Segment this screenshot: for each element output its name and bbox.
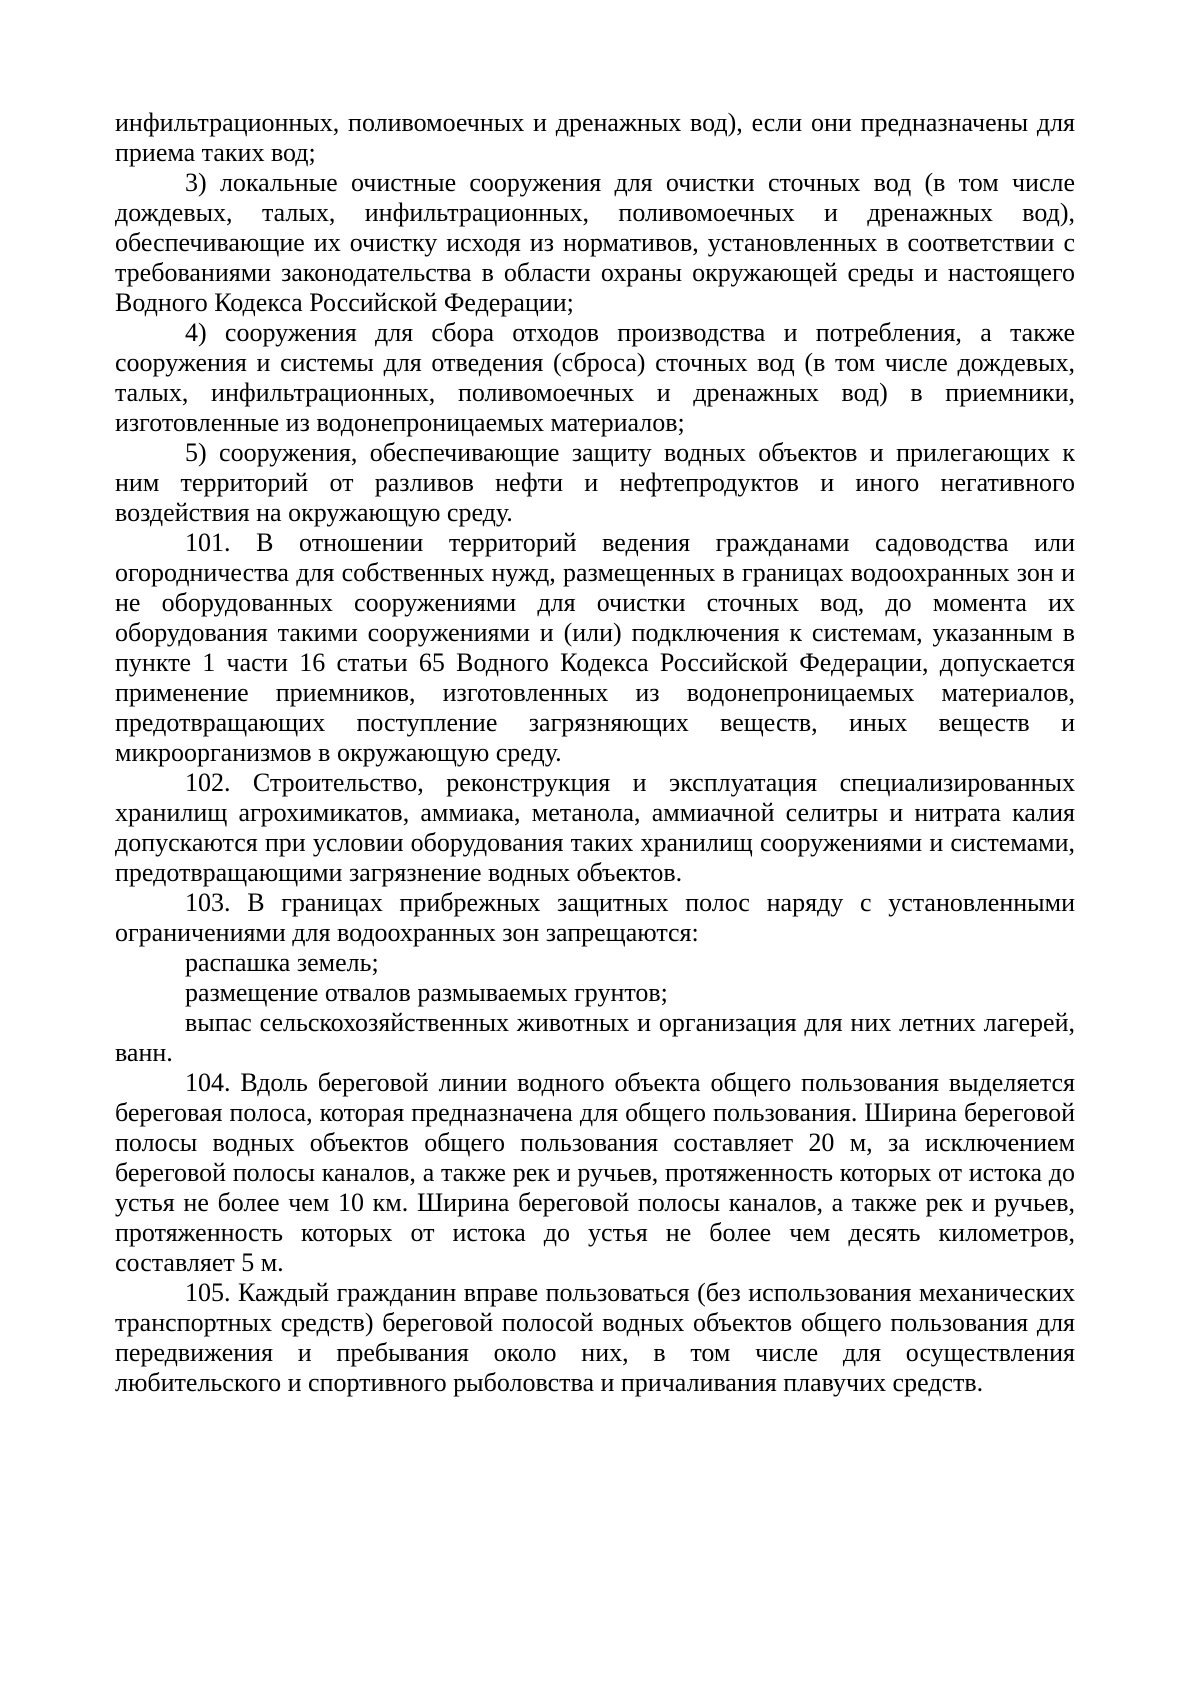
paragraph-103-item-2: размещение отвалов размываемых грунтов; bbox=[185, 978, 668, 1007]
paragraph-103-item-1: распашка земель; bbox=[185, 948, 379, 977]
paragraph-item-3: 3) локальные очистные сооружения для очистки сточных вод (в том числе дождевых, талых, инфильтрационных, поливомоечных и дренажных вод), обеспечивающие их очистку исходя из нормативов, установленных в соответствии с требованиями законодательства в области охраны окружающей среды и настоящего Водного Кодекса Российской Федерации; bbox=[115, 168, 1075, 317]
paragraph-103-item-3: выпас сельскохозяйственных животных и организация для них летних лагерей, ванн. bbox=[115, 1008, 1075, 1067]
paragraph-104: 104. Вдоль береговой линии водного объекта общего пользования выделяется береговая полоса, которая предназначена для общего пользования. Ширина береговой полосы водных объектов общего пользования составляет 20 м, за исключением береговой полосы каналов, а также рек и ручьев, протяженность которых от истока до устья не более чем 10 км. Ширина береговой полосы каналов, а также рек и ручьев, протяженность которых от истока до устья не более чем десять километров, составляет 5 м. bbox=[115, 1068, 1075, 1277]
document-body bbox=[115, 108, 1075, 1398]
paragraph-105: 105. Каждый гражданин вправе пользоваться (без использования механических транспортных средств) береговой полосой водных объектов общего пользования для передвижения и пребывания около них, в том числе для осуществления любительского и спортивного рыболовства и причаливания плавучих средств. bbox=[115, 1278, 1075, 1397]
paragraph-item-4: 4) сооружения для сбора отходов производства и потребления, а также сооружения и системы для отведения (сброса) сточных вод (в том числе дождевых, талых, инфильтрационных, поливомоечных и дренажных вод) в приемники, изготовленные из водонепроницаемых материалов; bbox=[115, 318, 1075, 437]
paragraph-101: 101. В отношении территорий ведения гражданами садоводства или огородничества для собственных нужд, размещенных в границах водоохранных зон и не оборудованных сооружениями для очистки сточных вод, до момента их оборудования такими сооружениями и (или) подключения к системам, указанным в пункте 1 части 16 статьи 65 Водного Кодекса Российской Федерации, допускается применение приемников, изготовленных из водонепроницаемых материалов, предотвращающих поступление загрязняющих веществ, иных веществ и микроорганизмов в окружающую среду. bbox=[115, 528, 1075, 767]
paragraph-item-5: 5) сооружения, обеспечивающие защиту водных объектов и прилегающих к ним территорий от разливов нефти и нефтепродуктов и иного негативного воздействия на окружающую среду. bbox=[115, 438, 1075, 527]
paragraph-continuation: инфильтрационных, поливомоечных и дренажных вод), если они предназначены для приема таких вод; bbox=[115, 108, 1075, 167]
paragraph-103: 103. В границах прибрежных защитных полос наряду с установленными ограничениями для водоохранных зон запрещаются: bbox=[115, 888, 1075, 947]
paragraph-102: 102. Строительство, реконструкция и эксплуатация специализированных хранилищ агрохимикатов, аммиака, метанола, аммиачной селитры и нитрата калия допускаются при условии оборудования таких хранилищ сооружениями и системами, предотвращающими загрязнение водных объектов. bbox=[115, 768, 1075, 887]
